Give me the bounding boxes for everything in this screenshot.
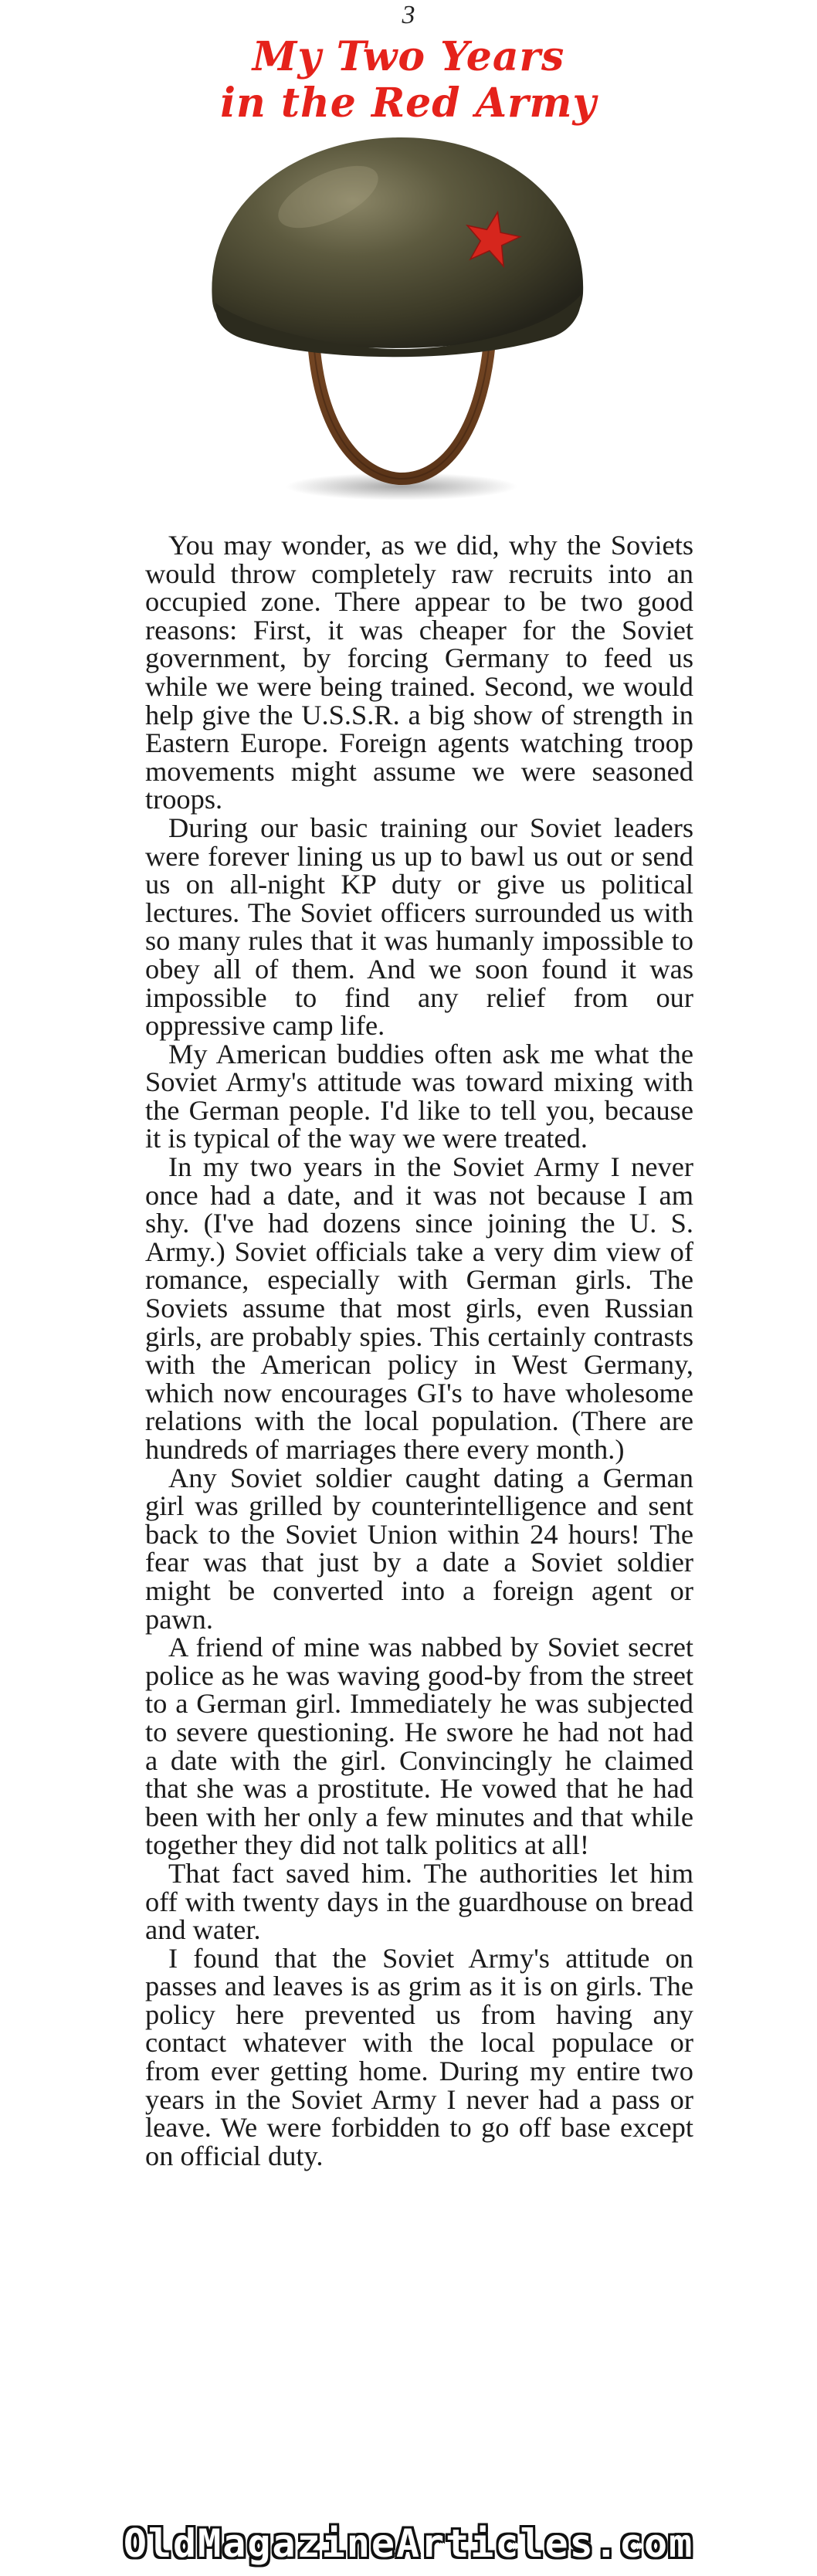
paragraph: I found that the Soviet Army's attitude on passes and leaves is as grim as it is on girls. The policy here prevented us from having any contact whatever with the local populace or from ever getting home. During my entire two years in the Soviet Army I never had a pass or leave. We were forbidden to go off base except on official duty. [145,1942,693,2171]
soviet-helmet-image [197,124,598,514]
helmet-dome [212,137,583,348]
paragraph: In my two years in the Soviet Army I never once had a date, and it was not because I am shy. (I've had dozens since joining the U. S. Army.) Soviet officials take a very dim view of romance, especially with German girls. The Soviets assume that most girls, even Russian girls, are probably spies. This certainly contrasts with the American policy in West Germany, which now encourages GI's to have wholesome relations with the local population. (There are hundreds of marriages there every month.) [145,1151,693,1465]
site-watermark: OldMagazineArticles.com [123,2521,694,2566]
paragraph: A friend of mine was nabbed by Soviet secret police as he was waving good-by from the street to a German girl. Immediately he was subjected to severe questioning. He swore he had not had a date with the girl. Convincingly he claimed that she was a prostitute. He vowed that he had been with her only a few minutes and that while together they did not talk politics at all! [145,1632,693,1861]
article-body [145,531,693,2170]
page-number: 3 [402,1,415,29]
title-line-2: in the Red Army [220,80,597,127]
paragraph: Any Soviet soldier caught dating a German girl was grilled by counterintelligence and sent back to the Soviet Union within 24 hours! The fear was that just by a date a Soviet soldier might be converted into a foreign agent or pawn. [145,1462,693,1635]
paragraph: My American buddies often ask me what the Soviet Army's attitude was toward mixing with the German people. I'd like to tell you, because it is typical of the way we were treated. [145,1038,693,1154]
paragraph: During our basic training our Soviet leaders were forever lining us up to bawl us out or send us on all-night KP duty or give us political lectures. The Soviet officers surrounded us with so many rules that it was humanly impossible to obey all of them. And we soon found it was impossible to find any relief from our oppressive camp life. [145,812,693,1042]
paragraph: You may wonder, as we did, why the Soviets would throw completely raw recruits into an occupied zone. There appear to be two good reasons: First, it was cheaper for the Soviet government, by forcing Germany to feed us while we were being trained. Second, we would help give the U.S.S.R. a big show of strength in Eastern Europe. Foreign agents watching troop movements might assume we were seasoned troops. [145,530,693,815]
title-line-1: My Two Years [252,33,565,80]
paragraph: That fact saved him. The authorities let him off with twenty days in the guardhouse on bread and water. [145,1857,693,1946]
article-title [0,34,817,127]
helmet-illustration [197,124,598,514]
